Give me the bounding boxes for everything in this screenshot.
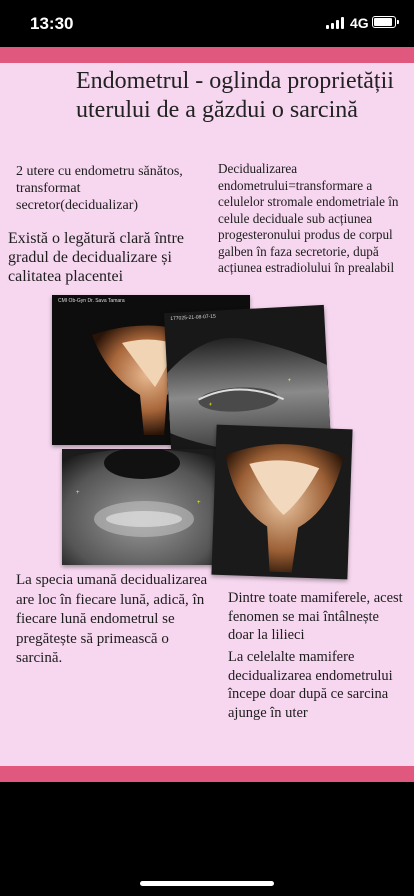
status-bar [0, 0, 414, 50]
text-healthy-uteri: 2 utere cu endometru sănătos, transformat secretor(decidualizar) [16, 164, 183, 213]
home-indicator[interactable] [140, 881, 274, 886]
ultrasound-header: 177025-21-08-07-15 [170, 313, 216, 322]
text-placenta-link: Există o legătură clară între gradul de decidualizare și calitatea placentei [8, 230, 184, 285]
text-bats-fact: Dintre toate mamiferele, acest fenomen se mai întâlnește doar la lilieci [228, 590, 403, 643]
ultrasound-header: CMI Ob-Gyn Dr. Sava Tamara [58, 298, 125, 304]
status-time: 13:30 [30, 14, 74, 33]
ultrasound-image-2d-2 [62, 449, 222, 565]
text-other-mammals: La celelalte mamifere decidualizarea endometrului începe doar după ce sarcina ajunge în uter [228, 649, 393, 721]
ultrasound-image-3d-uterus-2 [211, 425, 352, 580]
network-type: 4G [350, 15, 369, 31]
text-human-decidualization: La specia umană decidualizarea are loc în fiecare lună, adică, în fiecare lună endometrul se pregătește să primească o sarcină. [16, 572, 208, 666]
slide-top-band [0, 47, 414, 63]
text-decidualization-definition: Decidualizarea endometrului=transformare a celulelor stromale endometriale în celule deciduale sub acțiunea progesteronului produs de corpul galben în faza secretorie, după acțiunea estradiolului în prealabil [218, 161, 399, 275]
slide-title: Endometrul - oglinda proprietății uterului de a găzdui o sarcină [76, 68, 394, 123]
slide-image[interactable] [0, 47, 414, 782]
svg-text:+: + [76, 490, 80, 496]
slide-bottom-band [0, 766, 414, 782]
signal-icon [326, 17, 346, 29]
svg-text:+: + [197, 500, 201, 506]
battery-icon [372, 16, 396, 28]
svg-text:+: + [208, 401, 213, 409]
svg-text:+: + [287, 377, 292, 384]
